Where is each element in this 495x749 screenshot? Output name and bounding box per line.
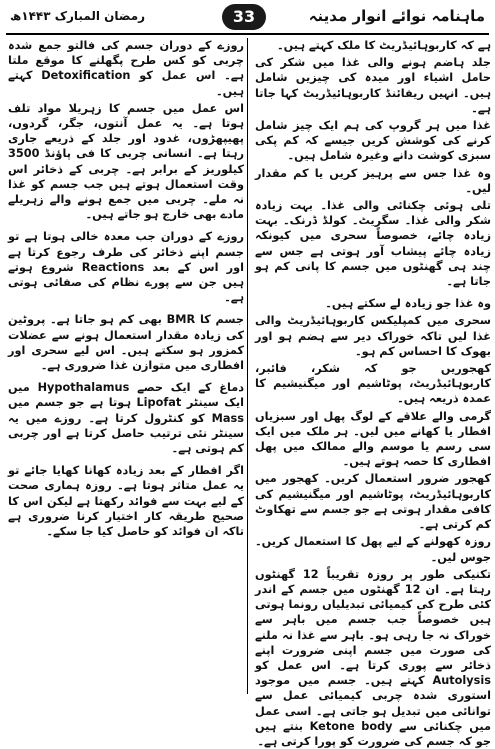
paragraph: جسم کا BMR بھی کم ہو جاتا ہے۔ پروٹین کی زیادہ مقدار استعمال ہونے سے عضلات کمزور ہو سکتے ہیں۔ اس لیے سحری اور افطاری میں متوازن غذا ضروری ہے۔: [8, 313, 244, 373]
paragraph: سحری میں کمپلیکس کاربوہائیڈریٹ والی غذا لیں تاکہ خوراک دیر سے ہضم ہو اور بھوک کا احساس کم ہو۔: [255, 314, 491, 358]
paragraph: روزے کے دوران جب معدہ خالی ہوتا ہے تو جسم اپنے ذخائر کی طرف رجوع کرتا ہے اور اس کے بعد Reactions شروع ہوتے ہیں جن سے پورے نظام کی صفائی ہوتی ہے۔: [8, 230, 244, 305]
paragraph: اس عمل میں جسم کا زہریلا مواد تلف ہوتا ہے۔ یہ عمل آنتوں، جگر، گردوں، پھیپھڑوں، غدود اور جلد کے ذریعے جاری رہتا ہے۔ انسانی چربی کا فی پاؤنڈ 3500 کیلوریز کے برابر ہے۔ چربی کے ذخائر اس وقت استعمال ہوتے ہیں جب جسم کو غذا نہ ملے۔ چربی میں جمع ہونے والے زہریلے مادے بھی خارج ہو جاتے ہیں۔: [8, 101, 244, 222]
paragraph: کھجور ضرور استعمال کریں۔ کھجور میں کاربوہائیڈریٹ، پوٹاشیم اور میگنیشیم کی کافی مقدار ہوتی ہے جو جسم سے تھکاوٹ کم کرتی ہے۔: [255, 472, 491, 532]
page-header: [6, 3, 489, 35]
paragraph: کھجوریں جو کہ شکر، فائبر، کاربوہائیڈریٹ، پوٹاشیم اور میگنیشیم کا عمدہ ذریعہ ہیں۔: [255, 362, 491, 406]
magazine-title: ماہنامہ نوائے انوار مدینہ: [308, 7, 485, 25]
page-number-badge: 33: [222, 4, 266, 30]
paragraph: ہے کہ کاربوہائیڈریٹ کا ملک کہتے ہیں۔: [276, 39, 491, 52]
paragraph: روزے کے دوران جسم کی فالتو جمع شدہ چربی کو کس طرح پگھلنے کا موقع ملتا ہے۔ اس عمل کو Detoxification کہتے ہیں۔: [8, 39, 245, 98]
paragraph: روزہ کھولنے کے لیے پھل کا استعمال کریں۔ جوس لیں۔: [255, 535, 491, 564]
left-column: [8, 38, 244, 698]
paragraph: تلی ہوئی چکنائی والی غذا۔ بہت زیادہ شکر والی غذا۔ سگریٹ۔ کولڈ ڈرنک۔ بہت زیادہ چائے، خصوصاً سحری میں کیونکہ زیادہ چائے پیشاب آور ہوتی ہے جس سے چند ہی گھنٹوں میں جسم کا پانی کم ہو جاتا ہے۔: [255, 199, 491, 289]
paragraph: اگر افطار کے بعد زیادہ کھانا کھایا جائے تو یہ عمل متاثر ہوتا ہے۔ روزہ ہماری صحت کے لیے بہت سے فوائد رکھتا ہے لیکن اس کا صحیح طریقہ کار اختیار کرنا ضروری ہے تاکہ ان فوائد کو حاصل کیا جا سکے۔: [8, 464, 244, 539]
column-divider: [247, 38, 248, 694]
paragraph: وہ غذا جو زیادہ لے سکتے ہیں۔: [325, 297, 491, 311]
paragraph: غذا میں ہر گروپ کی ہم ایک چیز شامل کرنے کی کوشش کریں جیسے کہ کم پکی سبزی کوشت دانے وغیرہ شامل ہیں۔: [255, 119, 491, 163]
issue-month: رمضان المبارک ۱۴۴۳ھ: [10, 9, 146, 23]
paragraph: جلد ہاضم ہونے والی غذا میں شکر کی حامل اشیاء اور میدہ کی چیزیں شامل ہیں۔ انہیں ریفائنڈ کاربوہائیڈریٹ کہا جاتا ہے۔: [255, 56, 491, 115]
paragraph: دماغ کے ایک حصے Hypothalamus میں ایک سینٹر Lipofat ہوتا ہے جو جسم میں Mass کو کنٹرول کرتا ہے۔ روزے میں یہ سینٹر نئی ترتیب حاصل کرتا ہے اور چربی کم ہوتی ہے۔: [8, 381, 244, 456]
paragraph: تکنیکی طور پر روزہ تقریباً 12 گھنٹوں رہتا ہے۔ ان 12 گھنٹوں میں جسم کے اندر کئی طرح کی کیمیائی تبدیلیاں رونما ہوتی ہیں خصوصاً جب جسم میں باہر سے خوراک نہ جا رہی ہو۔ باہر سے غذا نہ ملنے کی صورت میں جسم اپنی ضرورت اپنے ذخائر سے پوری کرتا ہے۔ اس عمل کو Autolysis کہتے ہیں۔ جسم میں موجود استوری شدہ چربی کیمیائی عمل سے توانائی میں تبدیل ہو جاتی ہے۔ اسی عمل میں چکنائی سے Ketone body بنتے ہیں جو کہ جسم کی ضرورت کو پورا کرتی ہے۔: [255, 567, 491, 748]
right-column: [255, 38, 491, 748]
paragraph: وہ غذا جس سے پرہیز کریں یا کم مقدار لیں۔: [255, 166, 491, 195]
paragraph: گرمی والے علاقے کے لوگ پھل اور سبزیاں افطار یا کھانے میں لیں۔ ہر ملک میں ایک سی رسم یا موسم والے ممالک میں پھل افطاری کا حصہ ہوتے ہیں۔: [255, 409, 491, 469]
